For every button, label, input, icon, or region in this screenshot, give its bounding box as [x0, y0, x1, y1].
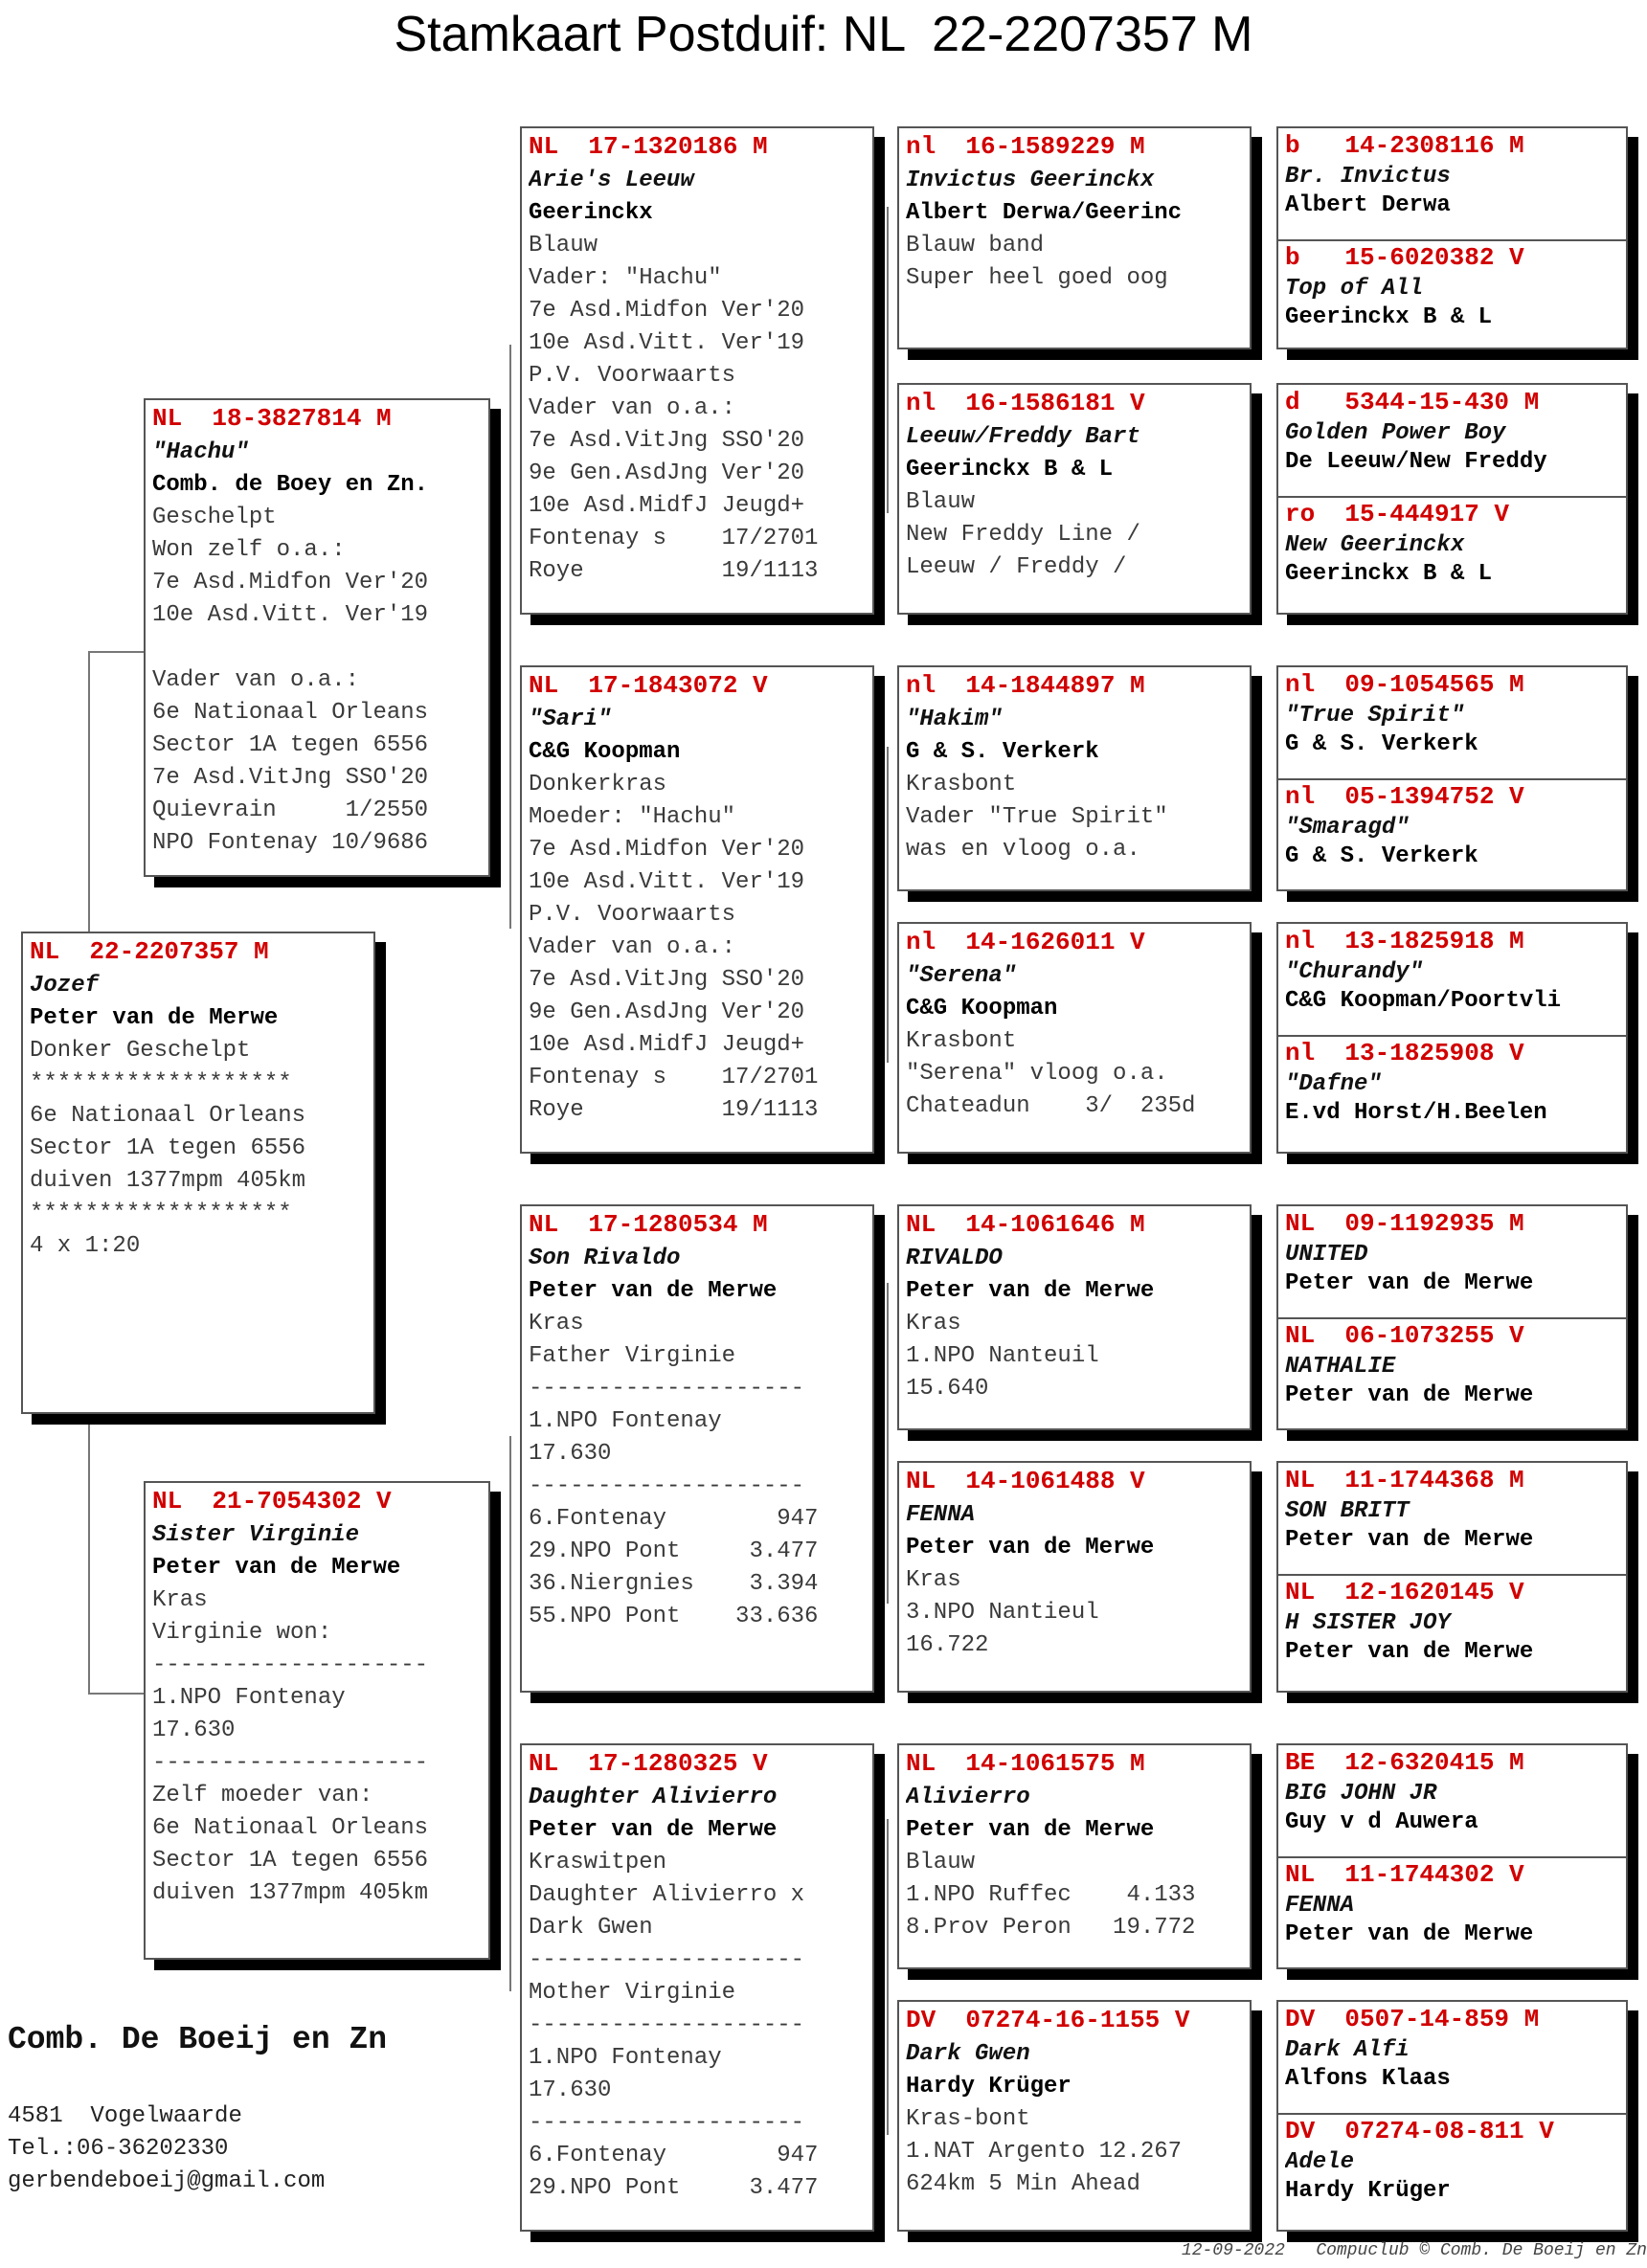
detail-line: 17.630: [152, 1718, 236, 1743]
detail-line: 7e Asd.VitJng SSO'20: [529, 967, 805, 993]
detail-line: duiven 1377mpm 405km: [30, 1168, 306, 1194]
detail-line: Blauw: [906, 489, 976, 515]
owner-name: G & S. Verkerk: [1285, 731, 1478, 757]
detail-line: Vader van o.a.:: [152, 667, 360, 693]
ring-number: NL 17-1843072 V: [529, 671, 768, 700]
ring-number: nl 14-1626011 V: [906, 928, 1145, 956]
owner-name: Peter van de Merwe: [906, 1278, 1155, 1304]
detail-line: 1.NPO Fontenay: [529, 1408, 722, 1434]
detail-line: 6e Nationaal Orleans: [152, 700, 429, 726]
connector-line: [88, 1693, 144, 1695]
owner-name: G & S. Verkerk: [1285, 843, 1478, 869]
detail-line: Donker Geschelpt: [30, 1038, 251, 1064]
detail-line: Mother Virginie: [529, 1980, 736, 2006]
detail-line: Donkerkras: [529, 772, 667, 797]
pedigree-card-gg1: [1276, 383, 1628, 615]
detail-line: [152, 632, 488, 664]
bird-name: Invictus Geerinckx: [906, 168, 1155, 193]
detail-line: --------------------: [529, 1376, 805, 1402]
bird-name: Daughter Alivierro: [529, 1785, 778, 1810]
bird-name: Leeuw/Freddy Bart: [906, 424, 1140, 450]
pedigree-card-mm: [520, 1743, 874, 2232]
detail-line: 29.NPO Pont 3.477: [529, 1538, 819, 1564]
detail-line: New Freddy Line /: [906, 522, 1140, 548]
owner-name: Geerinckx B & L: [1285, 561, 1493, 587]
detail-line: 1.NPO Nanteuil: [906, 1343, 1099, 1369]
bird-name: UNITED: [1285, 1242, 1368, 1268]
ring-number: DV 0507-14-859 M: [1285, 2005, 1540, 2033]
detail-line: 6.Fontenay 947: [529, 2143, 819, 2168]
pedigree-card-father: [144, 398, 490, 877]
pedigree-card-gg2: [1276, 665, 1628, 891]
owner-name: Albert Derwa/Geerinc: [906, 200, 1183, 226]
pedigree-card-ff: [520, 126, 874, 615]
connector-line: [887, 207, 889, 513]
ring-number: nl 14-1844897 M: [906, 671, 1145, 700]
detail-line: Sector 1A tegen 6556: [152, 732, 429, 758]
connector-line: [88, 1423, 90, 1693]
detail-line: 15.640: [906, 1376, 989, 1402]
pedigree-card-g1: [897, 383, 1252, 615]
bird-name: SON BRITT: [1285, 1498, 1410, 1524]
bird-name: Alivierro: [906, 1785, 1030, 1810]
ring-number: NL 09-1192935 M: [1285, 1209, 1524, 1238]
bird-name: RIVALDO: [906, 1246, 1003, 1271]
detail-line: 10e Asd.Vitt. Ver'19: [529, 869, 805, 895]
detail-line: Chateadun 3/ 235d: [906, 1093, 1196, 1119]
ring-number: nl 13-1825908 V: [1285, 1039, 1524, 1067]
bird-name: Sister Virginie: [152, 1522, 360, 1548]
detail-line: 7e Asd.Midfon Ver'20: [529, 837, 805, 863]
pedigree-card-g4: [897, 1204, 1252, 1430]
ring-number: nl 16-1589229 M: [906, 132, 1145, 161]
detail-line: Kras: [906, 1567, 961, 1593]
bird-name: Jozef: [30, 973, 100, 999]
detail-line: Roye 19/1113: [529, 558, 819, 584]
page-title: Stamkaart Postduif: NL 22-2207357 M: [394, 7, 1253, 62]
connector-line: [887, 1819, 889, 2135]
detail-line: Fontenay s 17/2701: [529, 526, 819, 551]
detail-line: was en vloog o.a.: [906, 837, 1140, 863]
pedigree-card-gg7: [1276, 2000, 1628, 2232]
bird-name: New Geerinckx: [1285, 532, 1465, 558]
pedigree-card-gg5: [1276, 1461, 1628, 1693]
sire-section: [1285, 1745, 1626, 1837]
ring-number: nl 16-1586181 V: [906, 389, 1145, 417]
detail-line: --------------------: [529, 2012, 805, 2038]
owner-name: Peter van de Merwe: [1285, 1527, 1534, 1553]
detail-line: Vader "True Spirit": [906, 804, 1168, 830]
connector-line: [887, 1283, 889, 1604]
detail-line: Krasbont: [906, 772, 1017, 797]
detail-line: 9e Gen.AsdJng Ver'20: [529, 999, 805, 1025]
owner-name: Peter van de Merwe: [529, 1278, 778, 1304]
ring-number: NL 11-1744368 M: [1285, 1466, 1524, 1494]
detail-line: 9e Gen.AsdJng Ver'20: [529, 460, 805, 486]
detail-line: Kraswitpen: [529, 1850, 667, 1875]
dam-section: [1285, 1857, 1626, 1949]
detail-line: 10e Asd.Vitt. Ver'19: [529, 330, 805, 356]
dam-section: [1285, 240, 1626, 332]
detail-line: 17.630: [529, 2077, 612, 2103]
detail-line: Quievrain 1/2550: [152, 797, 429, 823]
owner-name: Peter van de Merwe: [1285, 1921, 1534, 1947]
bird-name: "Hakim": [906, 707, 1003, 732]
owner-name: C&G Koopman: [906, 996, 1058, 1022]
detail-line: Roye 19/1113: [529, 1097, 819, 1123]
ring-number: NL 22-2207357 M: [30, 937, 269, 966]
bird-name: Top of All: [1285, 276, 1424, 302]
bird-name: BIG JOHN JR: [1285, 1781, 1437, 1807]
bird-name: H SISTER JOY: [1285, 1610, 1451, 1636]
ring-number: NL 17-1280534 M: [529, 1210, 768, 1239]
detail-line: 6e Nationaal Orleans: [30, 1103, 306, 1129]
bird-name: "Hachu": [152, 439, 249, 465]
bird-name: Arie's Leeuw: [529, 168, 694, 193]
owner-name: Hardy Krüger: [906, 2074, 1072, 2100]
detail-line: 1.NPO Fontenay: [152, 1685, 346, 1711]
detail-line: 10e Asd.MidfJ Jeugd+: [529, 493, 805, 519]
detail-line: --------------------: [529, 1947, 805, 1973]
detail-line: Vader van o.a.:: [529, 395, 736, 421]
detail-line: 10e Asd.MidfJ Jeugd+: [529, 1032, 805, 1058]
detail-line: Blauw: [906, 1850, 976, 1875]
bird-name: Br. Invictus: [1285, 164, 1451, 190]
sire-section: [1285, 2002, 1626, 2094]
ring-number: nl 05-1394752 V: [1285, 782, 1524, 811]
ring-number: BE 12-6320415 M: [1285, 1748, 1524, 1777]
bird-name: Golden Power Boy: [1285, 420, 1506, 446]
connector-line: [509, 1436, 511, 1991]
owner-name: Hardy Krüger: [1285, 2178, 1451, 2204]
owner-name: Geerinckx B & L: [1285, 304, 1493, 330]
ring-number: b 15-6020382 V: [1285, 243, 1524, 272]
pedigree-card-mf: [520, 1204, 874, 1693]
ring-number: nl 09-1054565 M: [1285, 670, 1524, 699]
detail-line: 7e Asd.Midfon Ver'20: [152, 570, 429, 595]
detail-line: Moeder: "Hachu": [529, 804, 736, 830]
detail-line: 17.630: [529, 1441, 612, 1467]
detail-line: Vader: "Hachu": [529, 265, 722, 291]
detail-line: 7e Asd.Midfon Ver'20: [529, 298, 805, 324]
bird-name: "Smaragd": [1285, 815, 1410, 841]
owner-name: E.vd Horst/H.Beelen: [1285, 1100, 1547, 1126]
owner-name: Peter van de Merwe: [1285, 1270, 1534, 1296]
detail-line: NPO Fontenay 10/9686: [152, 830, 429, 856]
pedigree-card-gg6: [1276, 1743, 1628, 1969]
detail-line: 16.722: [906, 1632, 989, 1658]
sire-section: [1285, 385, 1626, 477]
owner-name: Peter van de Merwe: [1285, 1382, 1534, 1408]
pedigree-card-mother: [144, 1481, 490, 1960]
owner-name: G & S. Verkerk: [906, 739, 1099, 765]
breeder-phone: Tel.:06-36202330: [8, 2136, 229, 2162]
owner-name: Geerinckx: [529, 200, 653, 226]
detail-line: 8.Prov Peron 19.772: [906, 1915, 1196, 1941]
ring-number: NL 14-1061488 V: [906, 1467, 1145, 1495]
detail-line: Leeuw / Freddy /: [906, 554, 1127, 580]
owner-name: Peter van de Merwe: [529, 1817, 778, 1843]
pedigree-card-bird: [21, 932, 375, 1414]
detail-line: Sector 1A tegen 6556: [152, 1848, 429, 1874]
connector-line: [509, 345, 511, 929]
detail-line: 1.NPO Ruffec 4.133: [906, 1882, 1196, 1908]
bird-name: "True Spirit": [1285, 703, 1465, 729]
detail-line: 10e Asd.Vitt. Ver'19: [152, 602, 429, 628]
owner-name: Peter van de Merwe: [30, 1005, 279, 1031]
ring-number: b 14-2308116 M: [1285, 131, 1524, 160]
owner-name: Peter van de Merwe: [906, 1817, 1155, 1843]
ring-number: DV 07274-16-1155 V: [906, 2006, 1190, 2034]
detail-line: Super heel goed oog: [906, 265, 1168, 291]
pedigree-card-g5: [897, 1461, 1252, 1693]
sire-section: [1285, 128, 1626, 220]
detail-line: 29.NPO Pont 3.477: [529, 2175, 819, 2201]
detail-line: 1.NPO Fontenay: [529, 2045, 722, 2071]
owner-name: Peter van de Merwe: [1285, 1639, 1534, 1665]
detail-line: Fontenay s 17/2701: [529, 1065, 819, 1090]
ring-number: nl 13-1825918 M: [1285, 927, 1524, 955]
ring-number: DV 07274-08-811 V: [1285, 2117, 1554, 2145]
connector-line: [887, 747, 889, 1063]
owner-name: Albert Derwa: [1285, 192, 1451, 218]
dam-section: [1285, 779, 1626, 871]
dam-section: [1285, 1575, 1626, 1667]
breeder-name: Comb. De Boeij en Zn: [8, 2022, 388, 2057]
detail-line: --------------------: [529, 1473, 805, 1499]
breeder-contact: [8, 2100, 325, 2198]
pedigree-card-gg4: [1276, 1204, 1628, 1430]
sire-section: [1285, 1206, 1626, 1298]
detail-line: 3.NPO Nantieul: [906, 1600, 1099, 1626]
detail-line: 6.Fontenay 947: [529, 1506, 819, 1532]
owner-name: C&G Koopman/Poortvli: [1285, 988, 1562, 1014]
detail-line: Zelf moeder van:: [152, 1783, 373, 1808]
ring-number: NL 18-3827814 M: [152, 404, 392, 433]
bird-name: Dark Gwen: [906, 2041, 1030, 2067]
bird-name: Dark Alfi: [1285, 2037, 1410, 2063]
pedigree-card-g7: [897, 2000, 1252, 2232]
detail-line: --------------------: [529, 2110, 805, 2136]
bird-name: NATHALIE: [1285, 1354, 1396, 1380]
detail-line: --------------------: [152, 1750, 429, 1776]
detail-line: duiven 1377mpm 405km: [152, 1880, 429, 1906]
detail-line: Kras: [906, 1311, 961, 1336]
detail-line: 6e Nationaal Orleans: [152, 1815, 429, 1841]
copyright-note: 12-09-2022 Compuclub © Comb. De Boeij en Zn: [1181, 2241, 1647, 2260]
detail-line: *******************: [30, 1070, 292, 1096]
bird-name: "Sari": [529, 707, 612, 732]
ring-number: NL 14-1061575 M: [906, 1749, 1145, 1778]
detail-line: Geschelpt: [152, 505, 277, 530]
detail-line: 55.NPO Pont 33.636: [529, 1604, 819, 1629]
owner-name: C&G Koopman: [529, 739, 681, 765]
dam-section: [1285, 2114, 1626, 2206]
ring-number: NL 17-1280325 V: [529, 1749, 768, 1778]
bird-name: Adele: [1285, 2149, 1355, 2175]
owner-name: Guy v d Auwera: [1285, 1809, 1478, 1835]
detail-line: "Serena" vloog o.a.: [906, 1061, 1168, 1087]
bird-name: Son Rivaldo: [529, 1246, 681, 1271]
detail-line: --------------------: [152, 1652, 429, 1678]
detail-line: Kras: [529, 1311, 584, 1336]
detail-line: *******************: [30, 1201, 292, 1226]
owner-name: Alfons Klaas: [1285, 2066, 1451, 2092]
ring-number: NL 11-1744302 V: [1285, 1860, 1524, 1889]
ring-number: NL 17-1320186 M: [529, 132, 768, 161]
dam-section: [1285, 1036, 1626, 1128]
owner-name: Peter van de Merwe: [906, 1535, 1155, 1561]
pedigree-card-g0: [897, 126, 1252, 349]
owner-name: Geerinckx B & L: [906, 457, 1114, 483]
pedigree-card-gg3: [1276, 922, 1628, 1154]
sire-section: [1285, 1463, 1626, 1555]
pedigree-card-fm: [520, 665, 874, 1154]
dam-section: [1285, 497, 1626, 589]
detail-line: 624km 5 Min Ahead: [906, 2171, 1140, 2197]
detail-line: Father Virginie: [529, 1343, 736, 1369]
connector-line: [88, 651, 90, 932]
bird-name: "Dafne": [1285, 1071, 1382, 1097]
sire-section: [1285, 924, 1626, 1016]
detail-line: P.V. Voorwaarts: [529, 902, 736, 928]
breeder-email[interactable]: gerbendeboeij@gmail.com: [8, 2168, 326, 2194]
detail-line: P.V. Voorwaarts: [529, 363, 736, 389]
owner-name: Comb. de Boey en Zn.: [152, 472, 429, 498]
detail-line: Kras: [152, 1587, 208, 1613]
pedigree-card-g6: [897, 1743, 1252, 1969]
detail-line: 4 x 1:20: [30, 1233, 141, 1259]
connector-line: [88, 651, 144, 653]
ring-number: NL 14-1061646 M: [906, 1210, 1145, 1239]
breeder-address: 4581 Vogelwaarde: [8, 2103, 242, 2129]
detail-line: 7e Asd.VitJng SSO'20: [529, 428, 805, 454]
owner-name: De Leeuw/New Freddy: [1285, 449, 1547, 475]
detail-line: Blauw: [529, 233, 598, 258]
ring-number: NL 06-1073255 V: [1285, 1321, 1524, 1350]
ring-number: ro 15-444917 V: [1285, 500, 1510, 528]
pedigree-card-gg0: [1276, 126, 1628, 349]
detail-line: Krasbont: [906, 1028, 1017, 1054]
detail-line: Virginie won:: [152, 1620, 332, 1646]
detail-line: 36.Niergnies 3.394: [529, 1571, 819, 1597]
bird-name: FENNA: [1285, 1893, 1355, 1919]
sire-section: [1285, 667, 1626, 759]
detail-line: Vader van o.a.:: [529, 934, 736, 960]
detail-line: Sector 1A tegen 6556: [30, 1135, 306, 1161]
ring-number: NL 21-7054302 V: [152, 1487, 392, 1516]
detail-line: Daughter Alivierro x: [529, 1882, 805, 1908]
dam-section: [1285, 1318, 1626, 1410]
detail-line: Won zelf o.a.:: [152, 537, 346, 563]
detail-line: 1.NAT Argento 12.267: [906, 2139, 1183, 2165]
detail-line: Blauw band: [906, 233, 1045, 258]
pedigree-card-g2: [897, 665, 1252, 891]
detail-line: Kras-bont: [906, 2106, 1030, 2132]
ring-number: d 5344-15-430 M: [1285, 388, 1540, 416]
detail-line: 7e Asd.VitJng SSO'20: [152, 765, 429, 791]
pedigree-card-g3: [897, 922, 1252, 1154]
ring-number: NL 12-1620145 V: [1285, 1578, 1524, 1606]
detail-line: Dark Gwen: [529, 1915, 653, 1941]
owner-name: Peter van de Merwe: [152, 1555, 401, 1581]
bird-name: "Serena": [906, 963, 1017, 989]
bird-name: FENNA: [906, 1502, 976, 1528]
bird-name: "Churandy": [1285, 959, 1424, 985]
